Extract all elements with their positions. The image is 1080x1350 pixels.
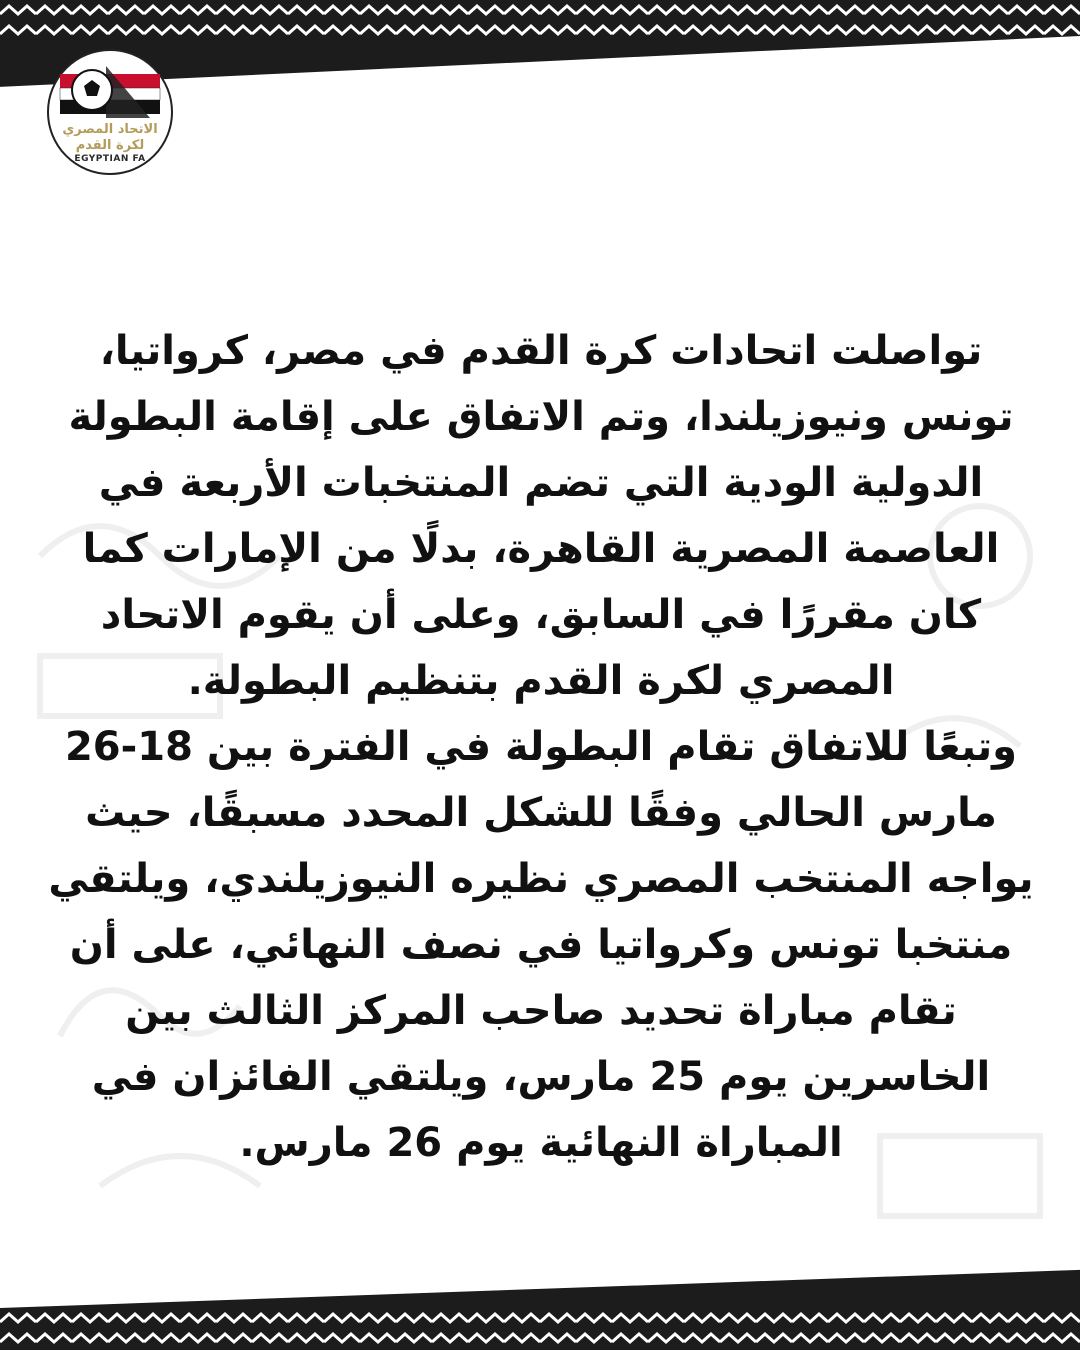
article-body bbox=[46, 318, 1036, 1176]
article-line: مارس الحالي وفقًا للشكل المحدد مسبقًا، حيث bbox=[85, 790, 997, 836]
article-line: تونس ونيوزيلندا، وتم الاتفاق على إقامة البطولة bbox=[68, 394, 1014, 440]
article-line: تقام مباراة تحديد صاحب المركز الثالث بين bbox=[125, 988, 957, 1034]
top-zigzag-band bbox=[0, 0, 1080, 40]
logo-arabic-line2: لكرة القدم bbox=[75, 138, 145, 153]
article-line: الخاسرين يوم 25 مارس، ويلتقي الفائزان في bbox=[91, 1054, 991, 1100]
zigzag-pattern-bottom bbox=[0, 1308, 1080, 1350]
article-line: العاصمة المصرية القاهرة، بدلًا من الإمارات كما bbox=[82, 526, 1000, 572]
article-line: وتبعًا للاتفاق تقام البطولة في الفترة بين 18-26 bbox=[64, 724, 1018, 770]
article-line: المصري لكرة القدم بتنظيم البطولة. bbox=[187, 658, 895, 704]
article-line: يواجه المنتخب المصري نظيره النيوزيلندي، ويلتقي bbox=[48, 856, 1034, 902]
logo-english-label: EGYPTIAN FA bbox=[74, 154, 146, 164]
zigzag-pattern-top bbox=[0, 0, 1080, 40]
article-line: المباراة النهائية يوم 26 مارس. bbox=[239, 1120, 843, 1166]
article-line: الدولية الودية التي تضم المنتخبات الأربعة في bbox=[98, 460, 984, 506]
article-line: تواصلت اتحادات كرة القدم في مصر، كرواتيا، bbox=[99, 328, 983, 374]
article-line: منتخبا تونس وكرواتيا في نصف النهائي، على أن bbox=[69, 922, 1013, 968]
article-line: كان مقررًا في السابق، وعلى أن يقوم الاتحاد bbox=[100, 592, 982, 638]
logo-arabic-line1: الاتحاد المصري bbox=[62, 122, 158, 137]
bottom-zigzag-band bbox=[0, 1308, 1080, 1350]
